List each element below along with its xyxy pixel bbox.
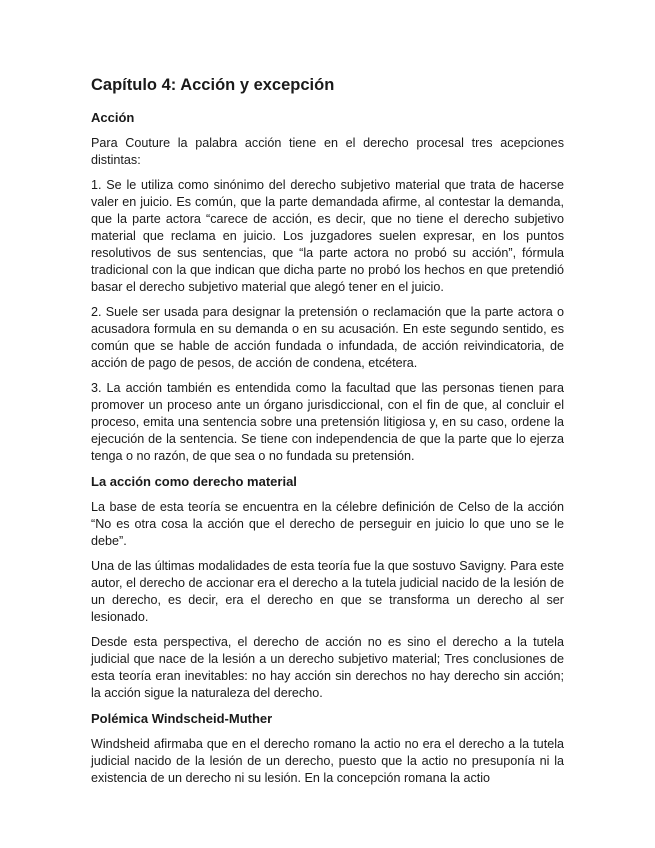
- paragraph: Desde esta perspectiva, el derecho de acción no es sino el derecho a la tutela judicial que nace de la lesión a un derecho subjetivo material; Tres conclusiones de esta teoría eran inevitables: no hay acción sin derechos no hay derecho sin acción; la acción sigue la naturaleza del derecho.: [91, 635, 564, 700]
- paragraph: Una de las últimas modalidades de esta teoría fue la que sostuvo Savigny. Para este autor, el derecho de accionar era el derecho a la tutela judicial nacido de la lesión de un derecho, es decir, era el derecho en que se transforma un derecho al ser lesionado.: [91, 559, 565, 624]
- paragraph: La base de esta teoría se encuentra en la célebre definición de Celso de la acción “No es otra cosa la acción que el derecho de perseguir en juicio lo que uno se le debe”.: [91, 500, 564, 548]
- paragraph: Para Couture la palabra acción tiene en el derecho procesal tres acepciones distintas:: [91, 136, 564, 167]
- section-heading-polemica: Polémica Windscheid-Muther: [91, 711, 273, 726]
- section-heading-accion: Acción: [91, 110, 135, 125]
- section-heading-material: La acción como derecho material: [91, 474, 297, 489]
- paragraph: 2. Suele ser usada para designar la pretensión o reclamación que la parte actora o acusadora formula en su demanda o en su acusación. En este segundo sentido, es común que se hable de acción fundada o infundada, de acción reivindicatoria, de acción de pago de pesos, de acción de condena, etcétera.: [91, 305, 564, 370]
- paragraph: Windsheid afirmaba que en el derecho romano la actio no era el derecho a la tutela judicial nacido de la lesión de un derecho, puesto que la actio no presuponía ni la existencia de un derecho ni su lesión. En la concepción romana la actio: [91, 737, 564, 785]
- paragraph: 1. Se le utiliza como sinónimo del derecho subjetivo material que trata de hacerse valer en juicio. Es común, que la parte demandada afirme, al contestar la demanda, que la parte actora “carece de acción, es decir, que no tiene el derecho subjetivo material que reclama en juicio. Los juzgadores suelen expresar, en los puntos resolutivos de sus sentencias, que “la parte actora no probó su acción”, fórmula tradicional con la que indican que dicha parte no probó los hechos en que pretendió basar el derecho subjetivo material que alegó tener en el juicio.: [91, 178, 564, 294]
- chapter-title: Capítulo 4: Acción y excepción: [91, 76, 335, 94]
- document-page: [91, 74, 564, 795]
- paragraph: 3. La acción también es entendida como la facultad que las personas tienen para promover un proceso ante un órgano jurisdiccional, con el fin de que, al concluir el proceso, emita una sentencia sobre una pretensión litigiosa y, en su caso, ordene la ejecución de la sentencia. Se tiene con independencia de que la parte que lo ejerza tenga o no razón, de que sea o no fundada su pretensión.: [91, 381, 564, 463]
